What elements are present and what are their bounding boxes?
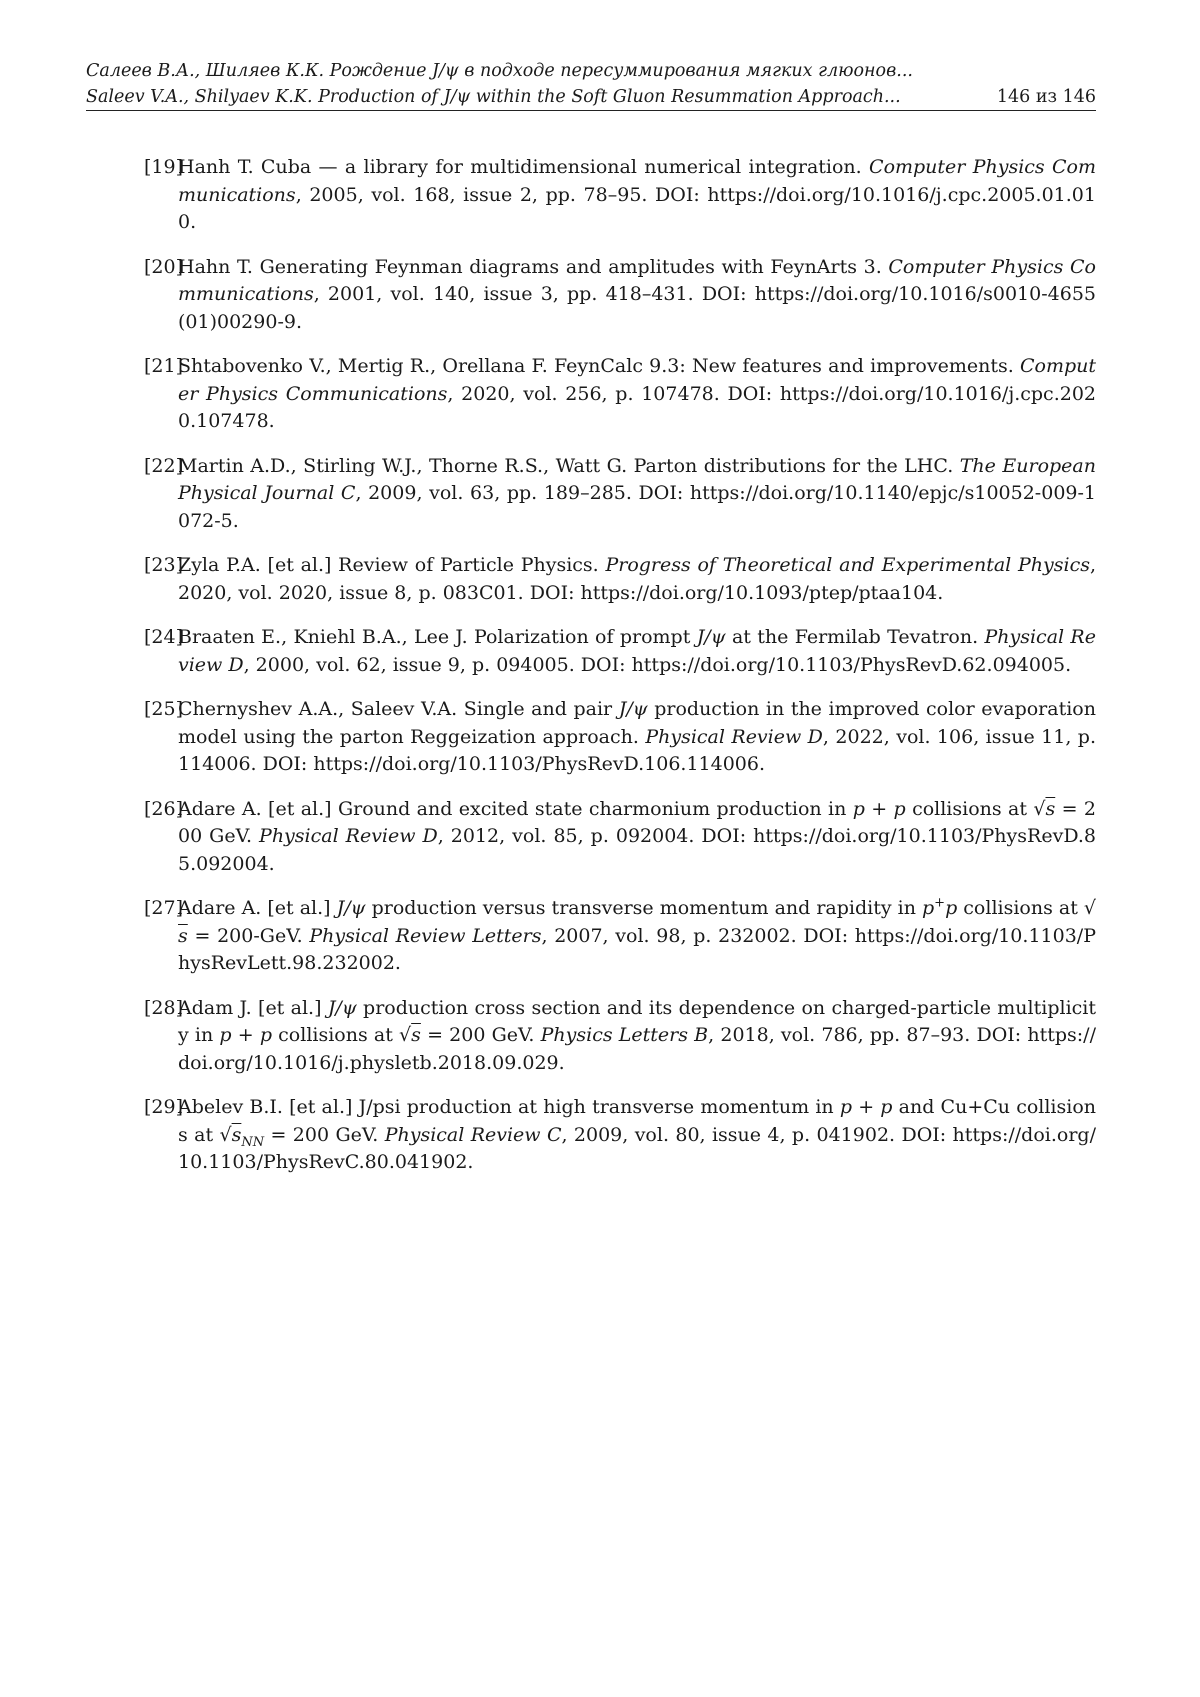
reference-text-segment: Zyla P.A. [et al.] Review of Particle Physics. — [178, 554, 605, 576]
math-symbol: p + p — [219, 1024, 272, 1046]
journal-title: Physical Review D — [645, 726, 823, 748]
reference-text — [178, 453, 1096, 536]
journal-title: Progress of Theoretical and Experimental Physics — [605, 554, 1090, 576]
reference-item — [144, 696, 1096, 779]
reference-text-segment: , 2005, vol. 168, issue 2, pp. 78–95. DOI: https://doi.org/10.1016/j.cpc.2005.01.010. — [178, 184, 1096, 234]
reference-number: [28] — [144, 995, 183, 1023]
math-symbol: p + p — [853, 798, 906, 820]
journal-title: Physical Review D — [259, 825, 438, 847]
reference-text-segment: , 2020, vol. 256, p. 107478. DOI: https://doi.org/10.1016/j.cpc.2020.107478. — [178, 383, 1096, 433]
reference-text — [178, 1094, 1096, 1177]
math-symbol: J/ψ — [328, 997, 357, 1019]
reference-item — [144, 552, 1096, 607]
reference-text-segment: collisions at √ — [957, 897, 1096, 919]
math-symbol: s — [232, 1124, 242, 1146]
reference-item — [144, 254, 1096, 337]
journal-title: Physics Letters B — [541, 1024, 709, 1046]
reference-text-segment: production cross section and its dependence on charged-particle multiplicity in — [178, 997, 1096, 1047]
reference-text-segment: Hahn T. Generating Feynman diagrams and amplitudes with FeynArts 3. — [178, 256, 888, 278]
reference-item — [144, 453, 1096, 536]
math-symbol: p — [945, 897, 957, 919]
reference-text-segment: = 200-GeV. — [188, 925, 310, 947]
math-symbol: + — [934, 896, 945, 911]
reference-text — [178, 254, 1096, 337]
reference-text — [178, 624, 1096, 679]
header-russian-title: Салеев В.А., Шиляев К.К. Рождение J/ψ в подходе пересуммирования мягких глюонов... — [86, 58, 1096, 84]
reference-text-segment: , 2009, vol. 80, issue 4, p. 041902. DOI: https://doi.org/10.1103/PhysRevC.80.041902. — [178, 1124, 1096, 1174]
reference-text-segment: Martin A.D., Stirling W.J., Thorne R.S., Watt G. Parton distributions for the LHC. — [178, 455, 960, 477]
math-symbol: s — [178, 925, 188, 947]
reference-number: [19] — [144, 154, 183, 182]
reference-text-segment: , 2001, vol. 140, issue 3, pp. 418–431. DOI: https://doi.org/10.1016/s0010-4655(01)00290-9. — [178, 283, 1096, 333]
reference-number: [29] — [144, 1094, 183, 1122]
math-symbol: J/ψ — [697, 626, 726, 648]
reference-item — [144, 353, 1096, 436]
reference-text — [178, 796, 1096, 879]
reference-item — [144, 995, 1096, 1078]
reference-text-segment: Braaten E., Kniehl B.A., Lee J. Polarization of prompt — [178, 626, 697, 648]
reference-number: [26] — [144, 796, 183, 824]
reference-text-segment: = 200 GeV. — [264, 1124, 385, 1146]
reference-text-segment: production versus transverse momentum and rapidity in — [366, 897, 922, 919]
journal-title: Computer Physics Communications — [178, 156, 1096, 206]
page-number: 146 из 146 — [997, 84, 1096, 110]
reference-text — [178, 696, 1096, 779]
journal-title: The European Physical Journal C — [178, 455, 1096, 505]
reference-text-segment: , 2012, vol. 85, p. 092004. DOI: https://doi.org/10.1103/PhysRevD.85.092004. — [178, 825, 1096, 875]
math-symbol: J/ψ — [619, 698, 648, 720]
reference-text-segment: collisions at √ — [272, 1024, 411, 1046]
reference-text-segment: , 2000, vol. 62, issue 9, p. 094005. DOI: https://doi.org/10.1103/PhysRevD.62.094005. — [244, 654, 1072, 676]
reference-text — [178, 154, 1096, 237]
reference-text-segment: and Cu+Cu collisions at √ — [178, 1096, 1096, 1146]
reference-text-segment: , 2018, vol. 786, pp. 87–93. DOI: https://doi.org/10.1016/j.physletb.2018.09.029. — [178, 1024, 1096, 1074]
math-symbol: NN — [241, 1134, 264, 1149]
math-symbol: s — [1045, 798, 1055, 820]
journal-title: Computer Physics Communications — [178, 355, 1096, 405]
reference-number: [24] — [144, 624, 183, 652]
reference-text-segment: Abelev B.I. [et al.] J/psi production at high transverse momentum in — [178, 1096, 840, 1118]
reference-text — [178, 995, 1096, 1078]
math-symbol: J/ψ — [337, 897, 366, 919]
reference-text-segment: Adam J. [et al.] — [178, 997, 328, 1019]
reference-item — [144, 154, 1096, 237]
journal-title: Physical Review Letters — [309, 925, 541, 947]
reference-text-segment: Hanh T. Cuba — a library for multidimensional numerical integration. — [178, 156, 869, 178]
header-english-row — [86, 84, 1096, 110]
reference-text-segment: = 200 GeV. — [178, 798, 1096, 848]
header-english-title: Saleev V.A., Shilyaev K.K. Production of J/ψ within the Soft Gluon Resummation Approach... — [86, 84, 901, 110]
reference-item — [144, 1094, 1096, 1177]
reference-text-segment: Chernyshev A.A., Saleev V.A. Single and pair — [178, 698, 619, 720]
reference-text — [178, 552, 1096, 607]
running-header — [86, 58, 1096, 110]
reference-number: [21] — [144, 353, 183, 381]
reference-item — [144, 895, 1096, 978]
reference-number: [25] — [144, 696, 183, 724]
reference-number: [27] — [144, 895, 183, 923]
math-symbol: p — [922, 897, 934, 919]
reference-list — [144, 154, 1096, 1194]
reference-text-segment: production in the improved color evaporation model using the parton Reggeization approach. — [178, 698, 1096, 748]
header-divider — [86, 110, 1096, 111]
journal-title: Computer Physics Communications — [178, 256, 1096, 306]
math-symbol: s — [411, 1024, 421, 1046]
reference-text-segment: , 2009, vol. 63, pp. 189–285. DOI: https://doi.org/10.1140/epjc/s10052-009-1072-5. — [178, 482, 1096, 532]
reference-item — [144, 796, 1096, 879]
reference-text-segment: collisions at √ — [906, 798, 1046, 820]
journal-title: Physical Review D — [178, 626, 1096, 676]
reference-text-segment: , 2020, vol. 2020, issue 8, p. 083C01. DOI: https://doi.org/10.1093/ptep/ptaa104. — [178, 554, 1096, 604]
reference-text-segment: , 2007, vol. 98, p. 232002. DOI: https://doi.org/10.1103/PhysRevLett.98.232002. — [178, 925, 1096, 975]
journal-title: Physical Review C — [385, 1124, 562, 1146]
reference-text-segment: Adare A. [et al.] — [178, 897, 337, 919]
reference-number: [22] — [144, 453, 183, 481]
reference-text-segment: Adare A. [et al.] Ground and excited state charmonium production in — [178, 798, 853, 820]
reference-number: [20] — [144, 254, 183, 282]
reference-text-segment: at the Fermilab Tevatron. — [726, 626, 985, 648]
reference-text — [178, 895, 1096, 978]
reference-text-segment: Shtabovenko V., Mertig R., Orellana F. FeynCalc 9.3: New features and improvements. — [178, 355, 1020, 377]
reference-item — [144, 624, 1096, 679]
reference-text-segment: = 200 GeV. — [421, 1024, 541, 1046]
reference-text — [178, 353, 1096, 436]
reference-text-segment: , 2022, vol. 106, issue 11, p. 114006. DOI: https://doi.org/10.1103/PhysRevD.106.114006. — [178, 726, 1096, 776]
reference-number: [23] — [144, 552, 183, 580]
math-symbol: p + p — [840, 1096, 893, 1118]
